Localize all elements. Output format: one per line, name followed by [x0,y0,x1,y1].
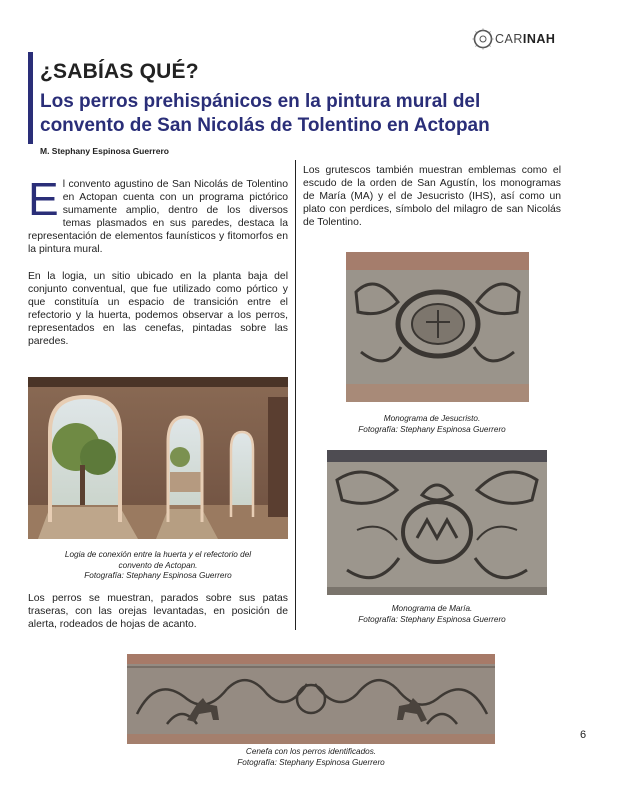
title-accent-bar [28,52,33,144]
drop-cap: E [28,173,59,225]
headline-line-1: Los perros prehispánicos en la pintura mural del [40,91,481,112]
section-kicker: ¿SABÍAS QUÉ? [40,60,199,83]
jesus-monogram-caption [303,414,561,435]
column-divider [295,160,296,630]
logia-photo-caption [28,550,288,582]
intro-paragraph [28,173,288,257]
intro-paragraph-text: l convento agustino de San Nicolás de Tolentino en Actopan cuenta con un programa pictórico sumamente amplio, dentro de los diversos temas plasmados en sus paredes, destaca la representación de elementos faunísticos y fitomorfos en la pintura mural. [28,179,288,256]
page-number: 6 [580,729,587,741]
dogs-paragraph: Los perros se muestran, parados sobre sus patas traseras, con las orejas levantadas, en posición de alerta, rodeados de hojas de acanto. [28,593,288,631]
article-headline [40,90,580,138]
maria-monogram-photo [327,450,547,595]
caption-credit: Fotografía: Stephany Espinosa Guerrero [84,571,232,580]
caption-credit: Fotografía: Stephany Espinosa Guerrero [358,614,506,624]
caption-line: Logia de conexión entre la huerta y el refectorio del [64,550,252,559]
caption-line: Monograma de María. [391,604,473,613]
ocarina-logo-icon [472,28,494,50]
jesus-monogram-photo [346,252,529,402]
article-author: M. Stephany Espinosa Guerrero [40,146,169,156]
logia-paragraph: En la logia, un sitio ubicado en la planta baja del conjunto conventual, que fue utilizado como pórtico y que constituía un espacio de transición entre el refectorio y la huerta, podemos observar a los perros, representados en las cenefas, pintadas sobre las paredes. [28,271,288,348]
caption-line: Monograma de Jesucristo. [383,414,481,423]
cenefa-dogs-photo [127,654,495,744]
caption-credit: Fotografía: Stephany Espinosa Guerrero [358,424,506,434]
ocarinah-logo [472,26,592,52]
caption-line: convento de Actopan. [118,560,198,570]
caption-credit: Fotografía: Stephany Espinosa Guerrero [237,757,385,767]
headline-line-2: convento de San Nicolás de Tolentino en Actopan [40,115,490,136]
grutescos-paragraph: Los grutescos también muestran emblemas como el escudo de la orden de San Agustín, los monogramas de María (MA) y el de Jesucristo (IHS), así como un plato con perdices, símbolo del milagro de san Nicolás de Tolentino. [303,165,561,229]
cenefa-photo-caption [128,747,494,768]
logia-photo [28,377,288,539]
caption-line: Cenefa con los perros identificados. [245,747,377,756]
maria-monogram-caption [303,604,561,625]
logo-text: CARINAH [495,32,556,46]
